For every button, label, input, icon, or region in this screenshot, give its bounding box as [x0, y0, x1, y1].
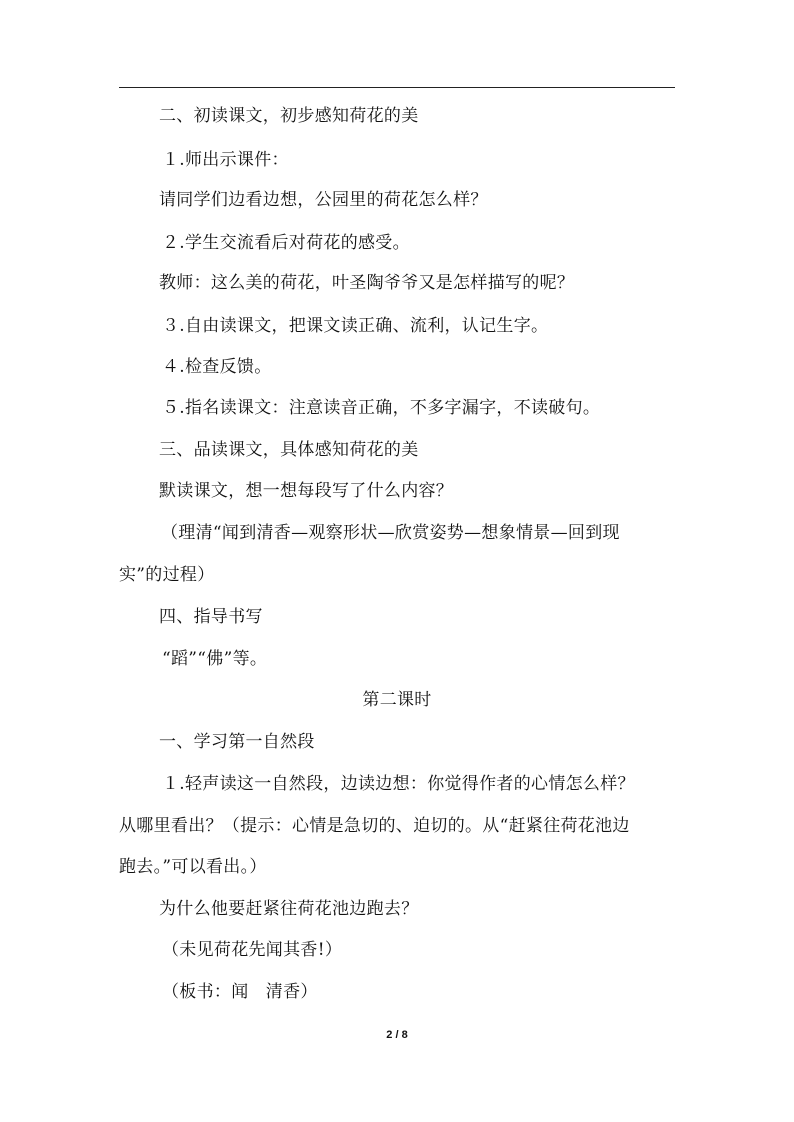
writing-characters: “蹈”“佛”等。: [162, 649, 268, 669]
step-3-free-reading: ３.自由读课文，把课文读正确、流利，认记生字。: [162, 316, 549, 336]
process-note-line-2: 实”的过程）: [119, 565, 215, 585]
process-note-line-1: （理清“闻到清香—观察形状—欣赏姿势—想象情景—回到现: [161, 523, 620, 543]
why-question: 为什么他要赶紧往荷花池边跑去？: [159, 899, 419, 919]
teacher-question: 教师：这么美的荷花，叶圣陶爷爷又是怎样描写的呢？: [159, 273, 575, 293]
section-heading-3: 三、品读课文，具体感知荷花的美: [159, 440, 419, 460]
reading-step-1-line-2: 从哪里看出？（提示：心情是急切的、迫切的。从“赶紧往荷花池边: [119, 816, 630, 836]
reading-step-1-line-3: 跑去。”可以看出。）: [119, 857, 267, 877]
step-4-check-feedback: ４.检查反馈。: [162, 357, 272, 377]
section-heading-4: 四、指导书写: [159, 607, 263, 627]
step-5-named-reading: ５.指名读课文：注意读音正确，不多字漏字，不读破句。: [162, 398, 601, 418]
silent-reading-question: 默读课文，想一想每段写了什么内容？: [159, 481, 454, 501]
board-note: （板书：闻 清香）: [162, 982, 318, 1002]
header-rule: [119, 87, 675, 88]
step-2-share-feelings: ２.学生交流看后对荷花的感受。: [162, 233, 410, 253]
section-heading-1: 一、学习第一自然段: [159, 732, 315, 752]
reading-step-1-line-1: １.轻声读这一自然段，边读边想：你觉得作者的心情怎么样？: [162, 774, 635, 794]
lesson-two-title: 第二课时: [362, 690, 432, 710]
answer-fragrance: （未见荷花先闻其香!）: [162, 940, 343, 960]
step-1-courseware: １.师出示课件：: [162, 150, 289, 170]
prompt-park-lotus: 请同学们边看边想，公园里的荷花怎么样？: [159, 190, 488, 210]
section-heading-2: 二、初读课文，初步感知荷花的美: [159, 106, 419, 126]
page-number: 2 / 8: [386, 1029, 408, 1041]
